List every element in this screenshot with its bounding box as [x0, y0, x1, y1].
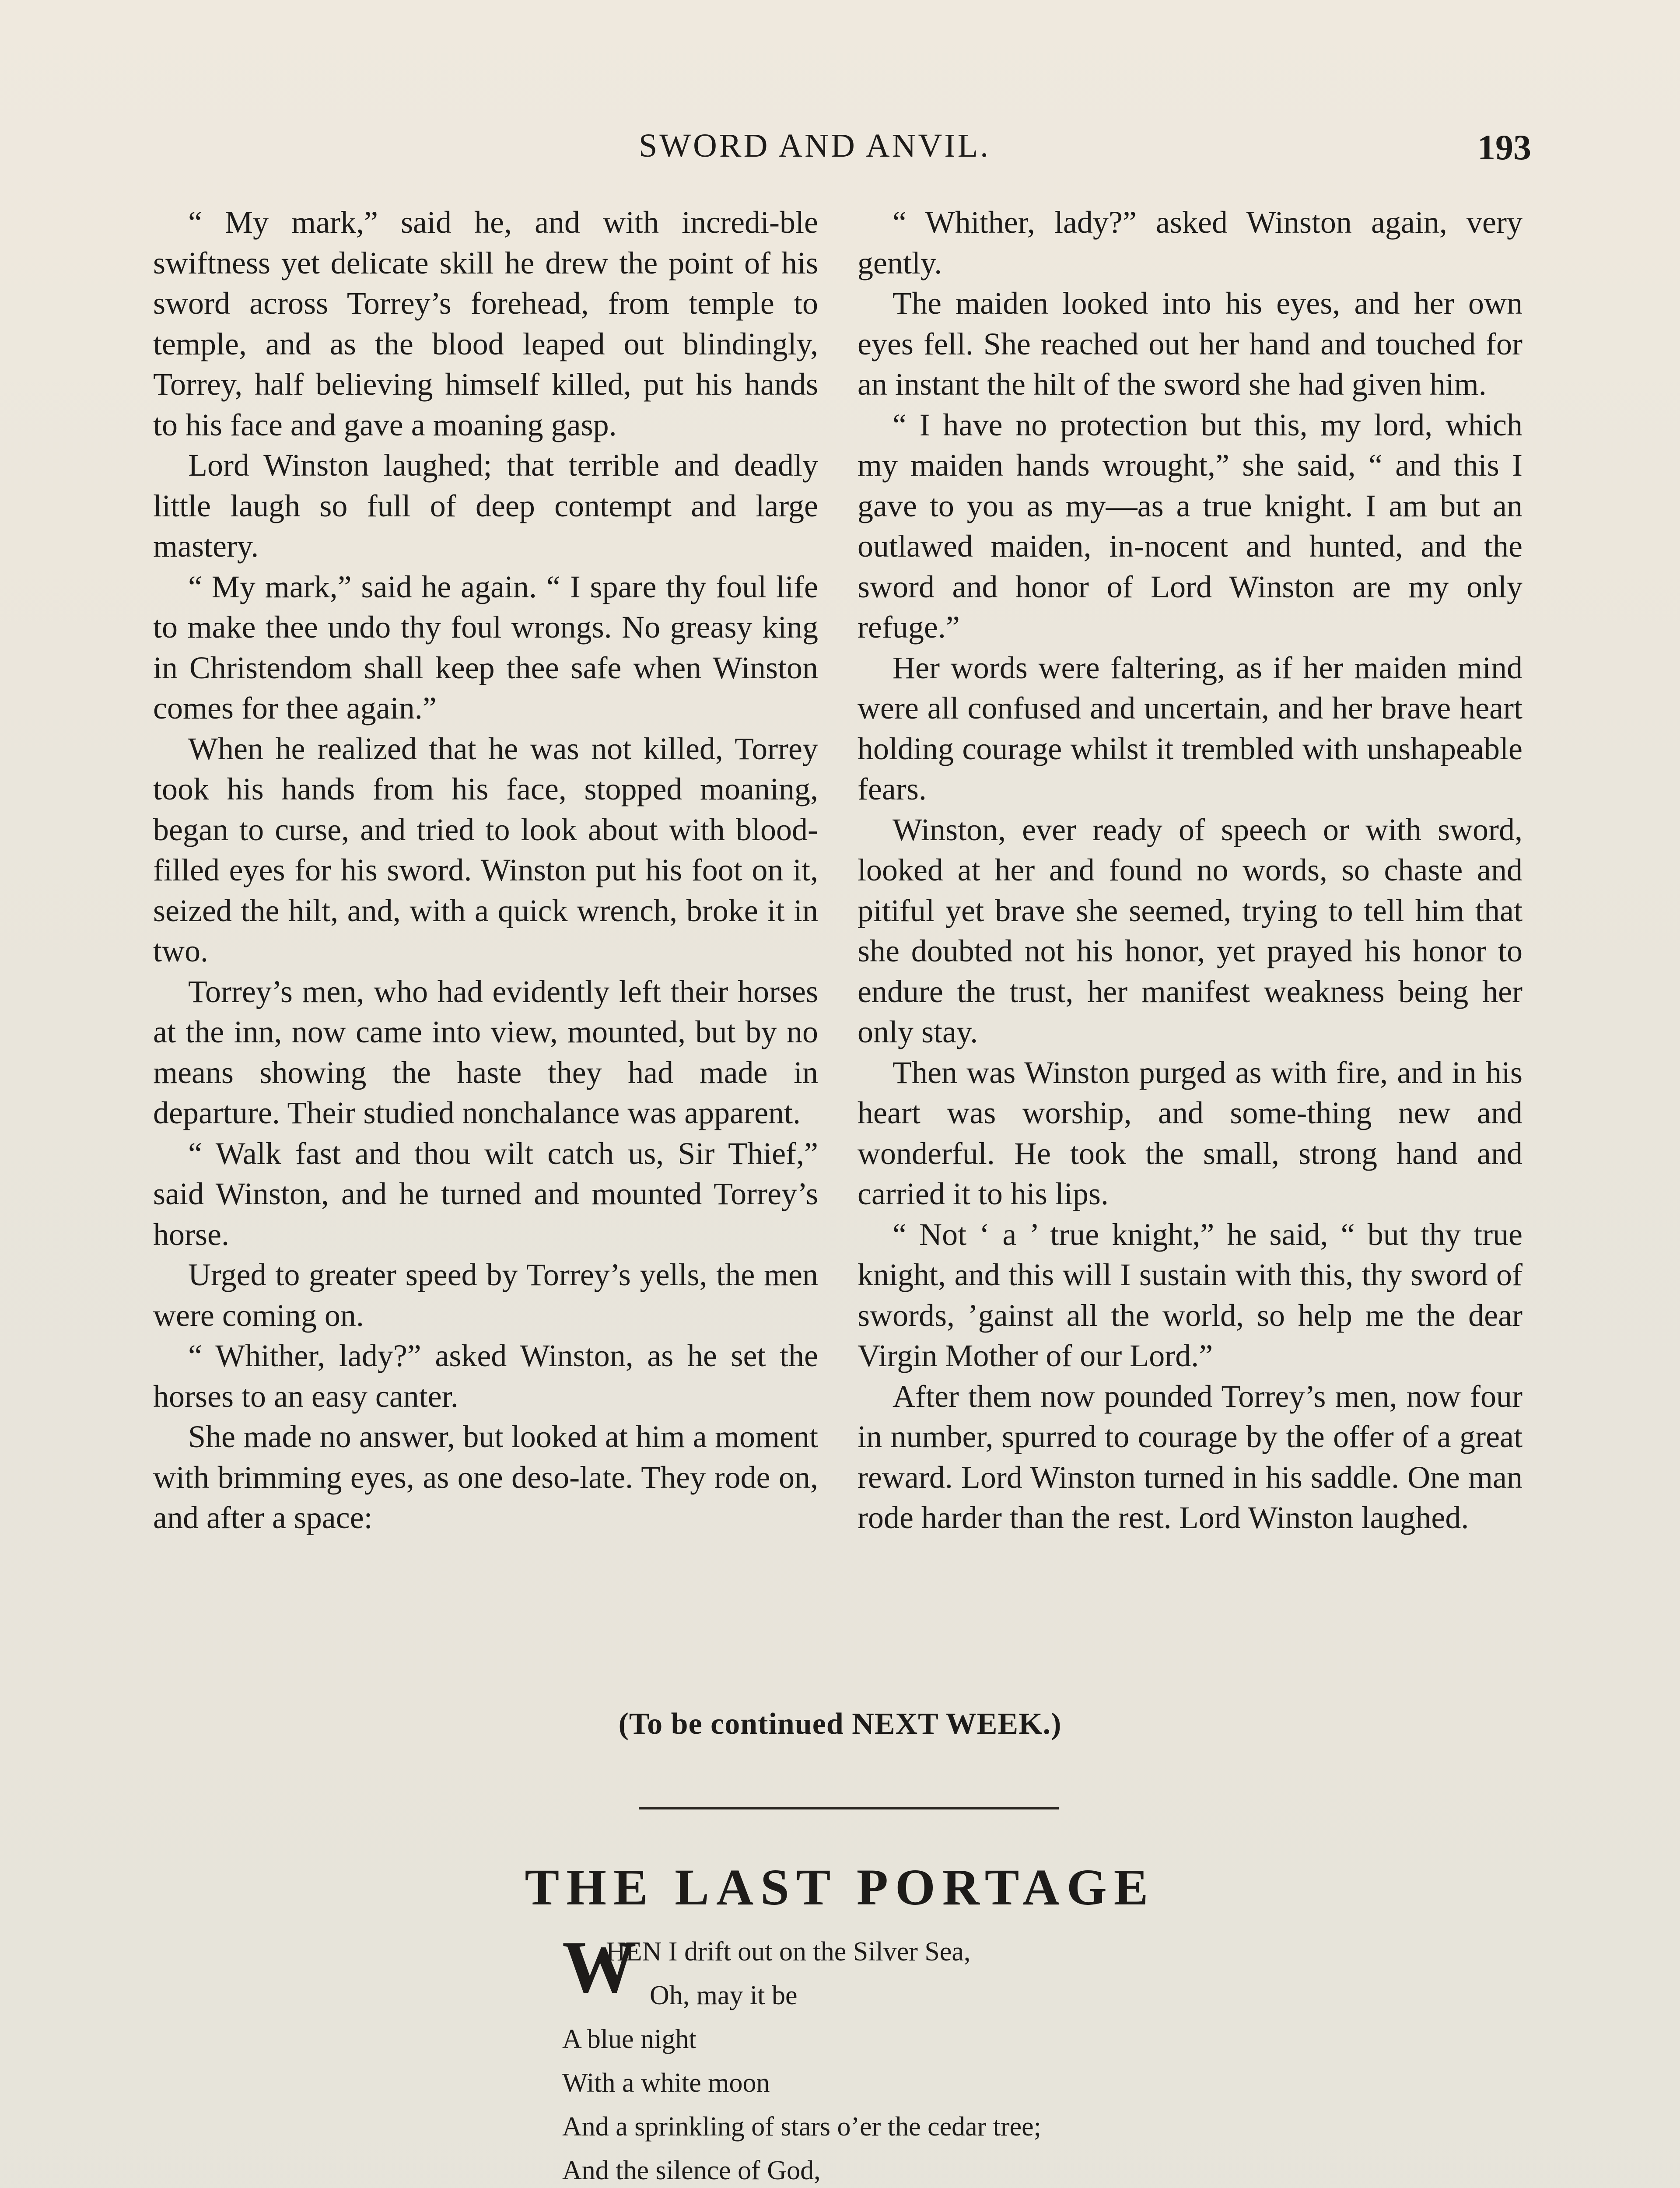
poem-line: And the silence of God,: [562, 2156, 821, 2185]
left-column: [153, 202, 818, 1538]
paragraph: Urged to greater speed by Torrey’s yells, the men were coming on.: [153, 1257, 818, 1333]
poem: [562, 1926, 1218, 2188]
paragraph: “ My mark,” said he again. “ I spare thy foul life to make thee undo thy foul wrongs. No greasy king in Christendom shall keep thee safe when Winston comes for thee again.”: [153, 569, 818, 726]
paragraph: “ Whither, lady?” asked Winston again, very gently.: [858, 205, 1522, 281]
right-column: [858, 202, 1522, 1538]
drop-cap: W: [562, 1926, 637, 2008]
section-divider: [639, 1807, 1059, 1809]
paragraph: Then was Winston purged as with fire, and in his heart was worship, and some-thing new and wonderful. He took the small, strong hand and carried it to his lips.: [858, 1055, 1522, 1211]
paragraph: Winston, ever ready of speech or with sword, looked at her and found no words, so chaste and pitiful yet brave she seemed, trying to tell him that she doubted not his honor, yet prayed his honor to endure the trust, her manifest weakness being her only stay.: [858, 812, 1522, 1049]
paragraph: “ I have no protection but this, my lord, which my maiden hands wrought,” she said, “ and this I gave to you as my—as a true knight. I am but an outlawed maiden, in-nocent and hunted, and the sword and honor of Lord Winston are my only refuge.”: [858, 407, 1522, 645]
paragraph: “ Whither, lady?” asked Winston, as he set the horses to an easy canter.: [153, 1338, 818, 1414]
continued-note: (To be continued NEXT WEEK.): [618, 1707, 1062, 1741]
paragraph: She made no answer, but looked at him a moment with brimming eyes, as one deso-late. They rode on, and after a space:: [153, 1419, 818, 1535]
poem-line: And a sprinkling of stars o’er the cedar tree;: [562, 2112, 1041, 2142]
paragraph: Lord Winston laughed; that terrible and deadly little laugh so full of deep contempt and large mastery.: [153, 448, 818, 564]
running-title: SWORD AND ANVIL.: [639, 127, 991, 164]
page-number: 193: [1477, 127, 1531, 167]
paragraph: “ Not ‘ a ’ true knight,” he said, “ but thy true knight, and this will I sustain with this, thy sword of swords, ’gainst all the world, so help me the dear Virgin Mother of our Lord.”: [858, 1217, 1522, 1373]
paragraph: The maiden looked into his eyes, and her own eyes fell. She reached out her hand and touched for an instant the hilt of the sword she had given him.: [858, 286, 1522, 402]
poem-line: With a white moon: [562, 2068, 770, 2098]
paragraph: Torrey’s men, who had evidently left their horses at the inn, now came into view, mounted, but by no means showing the haste they had made in departure. Their studied nonchalance was apparent.: [153, 974, 818, 1130]
paragraph: Her words were faltering, as if her maiden mind were all confused and uncertain, and her brave heart holding courage whilst it trembled with unshapeable fears.: [858, 650, 1522, 806]
poem-line: A blue night: [562, 2024, 696, 2054]
paragraph: When he realized that he was not killed, Torrey took his hands from his face, stopped moaning, began to curse, and tried to look about with blood-filled eyes for his sword. Winston put his foot on it, seized the hilt, and, with a quick wrench, broke it in two.: [153, 731, 818, 968]
paragraph: “ Walk fast and thou wilt catch us, Sir Thief,” said Winston, and he turned and mounted Torrey’s horse.: [153, 1136, 818, 1252]
poem-first-line-text: HEN I drift out on the Silver Sea,: [606, 1937, 971, 1967]
poem-title: THE LAST PORTAGE: [525, 1858, 1155, 1916]
paragraph: After them now pounded Torrey’s men, now four in number, spurred to courage by the offer of a great reward. Lord Winston turned in his saddle. One man rode harder than the rest. Lord Winston laughed.: [858, 1378, 1522, 1535]
running-head: [639, 127, 1531, 179]
paragraph: “ My mark,” said he, and with incredi-ble swiftness yet delicate skill he drew the point of his sword across Torrey’s forehead, from temple to temple, and as the blood leaped out blindingly, Torrey, half believing himself killed, put his hands to his face and gave a moaning gasp.: [153, 205, 818, 442]
poem-line: Oh, may it be: [650, 1981, 798, 2010]
